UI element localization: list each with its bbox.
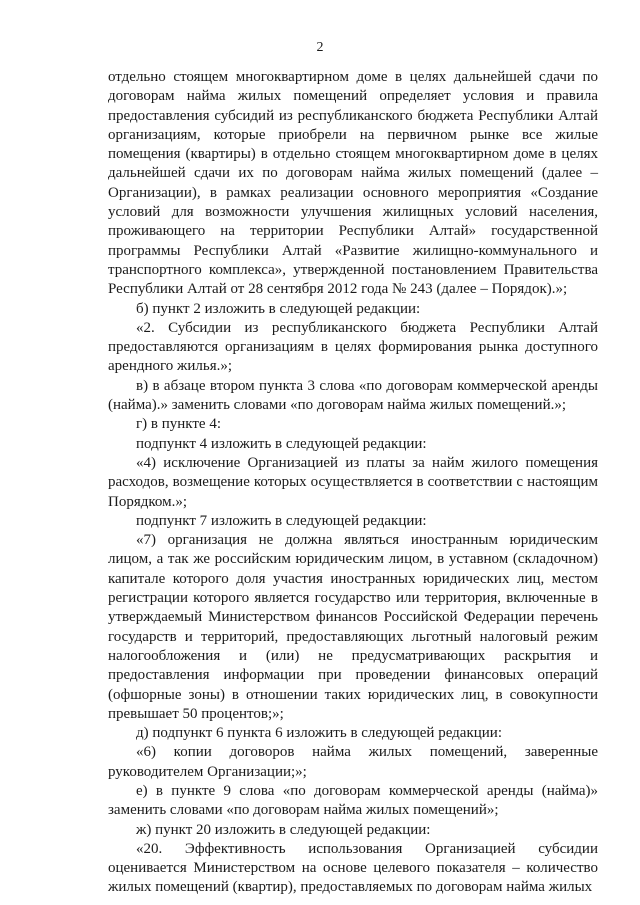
- paragraph: «6) копии договоров найма жилых помещений, заверенные руководителем Организации;»;: [108, 744, 598, 780]
- paragraph: д) подпункт 6 пункта 6 изложить в следующей редакции:: [136, 725, 502, 742]
- paragraph: б) пункт 2 изложить в следующей редакции:: [136, 300, 421, 317]
- paragraph: ж) пункт 20 изложить в следующей редакции:: [136, 821, 431, 838]
- paragraph: подпункт 4 изложить в следующей редакции:: [136, 435, 427, 452]
- paragraph: отдельно стоящем многоквартирном доме в целях дальнейшей сдачи по договорам найма жилых помещений определяет условия и правила предоставления субсидий из республиканского бюджета Республики Алтай организациям, которые приобрели на первичном рынке все жилые помещения (квартиры) в отдельно стоящем многоквартирном доме в целях дальнейшей сдачи их по договорам найма жилых помещений (далее – Организации), в рамках реализации основного мероприятия «Создание условий для возможности улучшения жилищных условий населения, проживающего на территории Республики Алтай» государственной программы Республики Алтай «Развитие жилищно-коммунального и транспортного комплекса», утвержденной постановлением Правительства Республики Алтай от 28 сентября 2012 года № 243 (далее – Порядок).»;: [108, 69, 598, 298]
- document-body: [108, 68, 598, 898]
- paragraph: «4) исключение Организацией из платы за найм жилого помещения расходов, возмещение которых осуществляется в соответствии с настоящим Порядком.»;: [108, 454, 598, 510]
- paragraph: подпункт 7 изложить в следующей редакции:: [136, 512, 427, 529]
- paragraph: в) в абзаце втором пункта 3 слова «по договорам коммерческой аренды (найма).» заменить словами «по договорам найма жилых помещений.»;: [108, 377, 598, 414]
- paragraph: г) в пункте 4:: [136, 416, 222, 433]
- paragraph: «20. Эффективность использования Организацией субсидии оценивается Министерством на основе целевого показателя – количество жилых помещений (квартир), предоставляемых по договорам найма жилых: [108, 840, 598, 896]
- paragraph: е) в пункте 9 слова «по договорам коммерческой аренды (найма)» заменить словами «по договорам найма жилых помещений»;: [108, 782, 598, 819]
- page-number: 2: [316, 40, 324, 55]
- paragraph: «7) организация не должна являться иностранным юридическим лицом, а так же российским юридическим лицом, в уставном (складочном) капитале которого доля участия иностранных юридических лиц, местом регистрации которого является государство или территория, включенные в утверждаемый Министерством финансов Российской Федерации перечень государств и территорий, предоставляющих льготный налоговый режим налогообложения и (или) не предусматривающих раскрытия и предоставления информации при проведении финансовых операций (офшорные зоны) в отношении таких юридических лиц, в совокупности превышает 50 процентов;»;: [108, 532, 598, 722]
- paragraph: «2. Субсидии из республиканского бюджета Республики Алтай предоставляются организациям в целях формирования рынка доступного арендного жилья.»;: [108, 319, 598, 375]
